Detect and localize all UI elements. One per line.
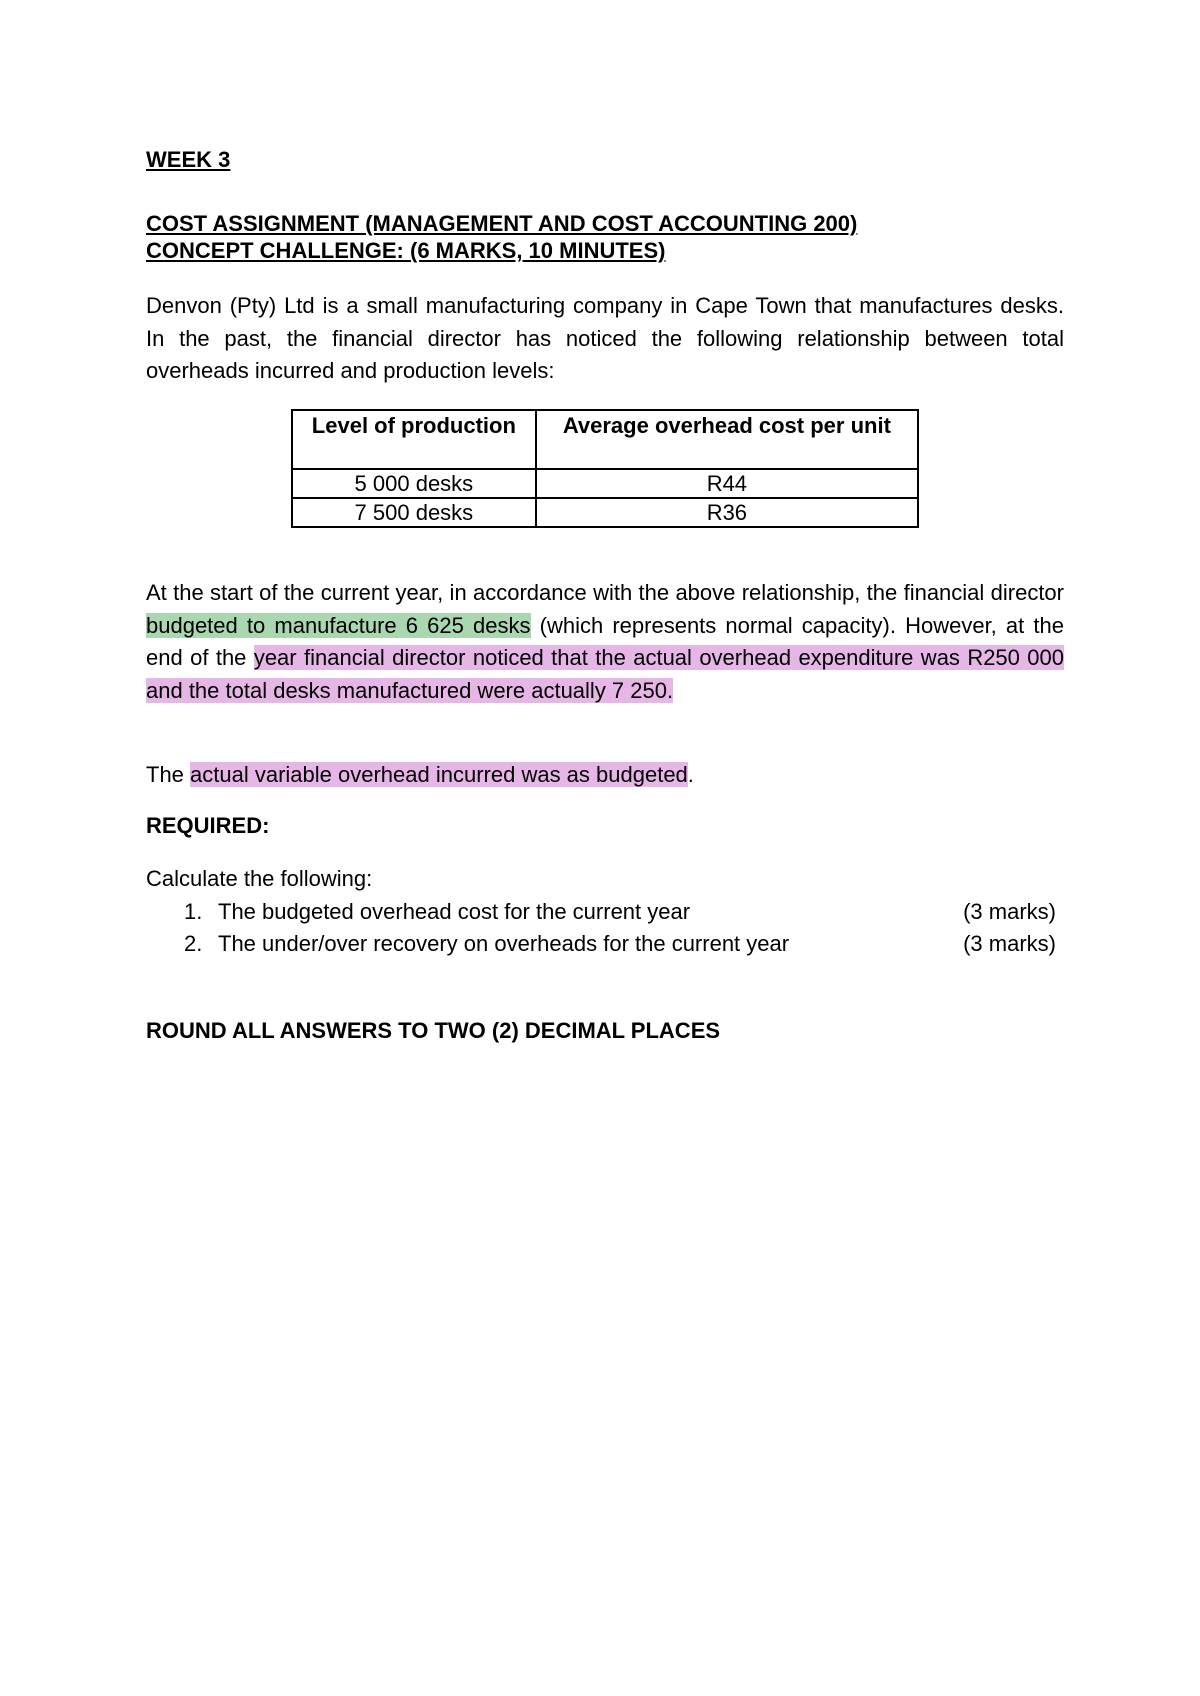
rounding-instruction: ROUND ALL ANSWERS TO TWO (2) DECIMAL PLACES — [146, 1018, 721, 1043]
intro-paragraph: Denvon (Pty) Ltd is a small manufacturing company in Cape Town that manufactures desks. In the past, the financial director has noticed the following relationship between total overheads incurred and production levels: — [146, 293, 1064, 383]
overhead-table — [291, 409, 919, 528]
table-row — [292, 498, 918, 527]
table-cell-level: 5 000 desks — [292, 469, 536, 498]
list-item-marks: (3 marks) — [963, 899, 1056, 924]
list-item-text: The under/over recovery on overheads for the current year — [218, 931, 790, 956]
list-item-number: 2. — [184, 931, 203, 956]
challenge-title: CONCEPT CHALLENGE: (6 MARKS, 10 MINUTES) — [146, 238, 666, 263]
actual-highlight: year financial director noticed that the actual overhead expenditure was R250 000 and the total desks manufactured were actually 7 250. — [146, 645, 1065, 703]
list-item-marks: (3 marks) — [963, 931, 1056, 956]
calculate-intro: Calculate the following: — [146, 866, 373, 891]
variable-overhead-paragraph — [146, 759, 1064, 792]
variable-text-suffix: . — [687, 762, 694, 787]
required-heading: REQUIRED: — [146, 813, 270, 838]
scenario-text-start: At the start of the current year, in accordance with the above relationship, the financial director — [146, 580, 1064, 605]
table-cell-level: 7 500 desks — [292, 498, 536, 527]
table-header-row — [292, 410, 918, 469]
variable-text-prefix: The — [146, 762, 191, 787]
variable-overhead-highlight: actual variable overhead incurred was as budgeted — [190, 762, 688, 787]
table-row — [292, 469, 918, 498]
scenario-paragraph — [146, 577, 1064, 707]
table-cell-cost: R36 — [536, 498, 918, 527]
budget-highlight: budgeted to manufacture 6 625 desks — [146, 612, 531, 638]
table-header-cost: Average overhead cost per unit — [536, 410, 918, 469]
course-title: COST ASSIGNMENT (MANAGEMENT AND COST ACCOUNTING 200) — [146, 211, 858, 236]
week-heading: WEEK 3 — [146, 147, 231, 172]
list-item-number: 1. — [184, 899, 203, 924]
table-cell-cost: R44 — [536, 469, 918, 498]
list-item-text: The budgeted overhead cost for the current year — [218, 899, 691, 924]
table-header-level: Level of production — [292, 410, 536, 469]
scenario-text-middle: (which represents normal capacity). However, at the end of the — [146, 612, 1065, 670]
